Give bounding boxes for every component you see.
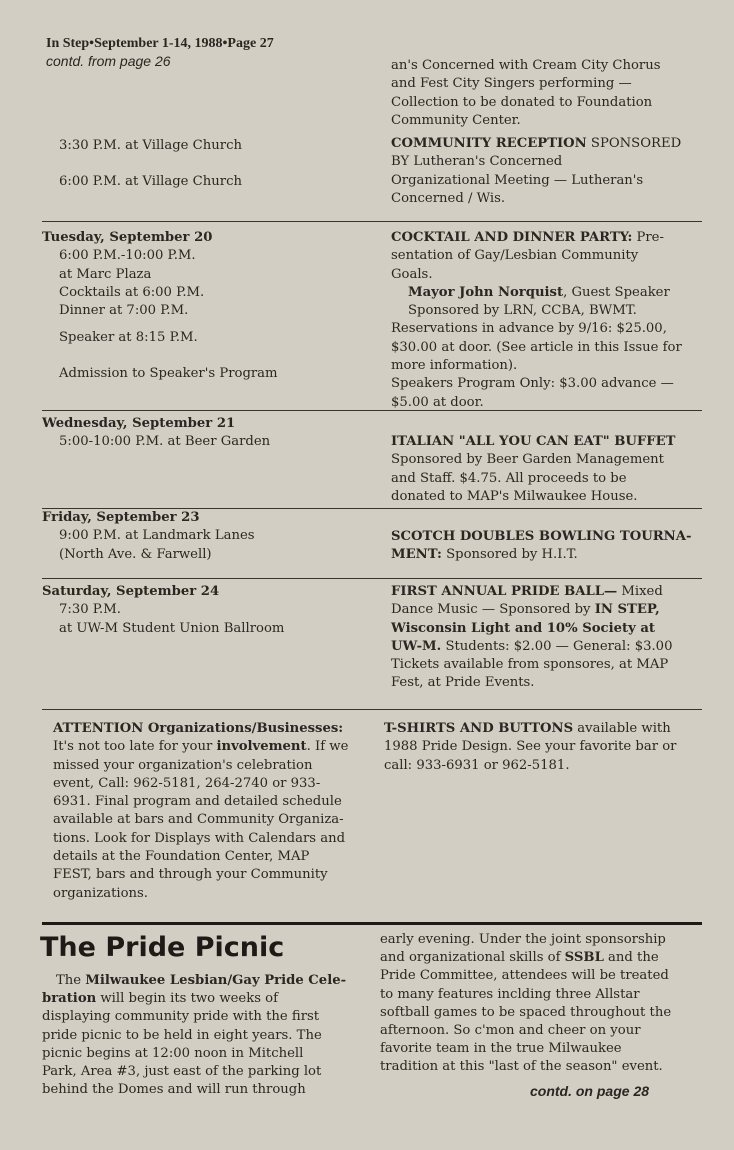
text-span: SPONSORED xyxy=(586,136,682,151)
sponsor-names: Wisconsin Light and 10% Society at xyxy=(391,620,655,636)
text-line: displaying community pride with the first xyxy=(42,1009,320,1025)
text-line: Collection to be donated to Foundation xyxy=(391,94,653,110)
text-line: sentation of Gay/Lesbian Community xyxy=(391,248,639,264)
block0-right xyxy=(391,57,703,130)
text-span: available with xyxy=(573,721,671,736)
text-line: call: 933-6931 or 962-5181. xyxy=(384,757,570,773)
event-title: ITALIAN "ALL YOU CAN EAT" BUFFET xyxy=(391,434,676,449)
text-line: favorite team in the true Milwaukee xyxy=(380,1041,622,1057)
event-title: COCKTAIL AND DINNER PARTY: xyxy=(391,230,633,245)
emphasis: Milwaukee Lesbian/Gay Pride Cele- xyxy=(85,973,347,988)
text-line: tradition at this "last of the season" event. xyxy=(380,1059,663,1075)
tuesday-left xyxy=(42,229,372,383)
tshirts-title: T-SHIRTS AND BUTTONS xyxy=(384,721,574,736)
time-line: 3:30 P.M. at Village Church xyxy=(59,138,242,153)
block1-right xyxy=(391,135,703,208)
text-line: and Fest City Singers performing — xyxy=(391,76,632,92)
text-line: 1988 Pride Design. See your favorite bar or xyxy=(384,739,677,755)
text-line: Park, Area #3, just east of the parking lot xyxy=(42,1064,322,1080)
text-span: will begin its two weeks of xyxy=(96,991,278,1007)
text-span: . If we xyxy=(306,739,349,755)
emphasis: bration xyxy=(42,991,97,1007)
day-heading: Friday, September 23 xyxy=(42,510,200,525)
sponsor-name: UW-M. xyxy=(391,638,442,654)
block1-left xyxy=(42,137,372,192)
time-line: at Marc Plaza xyxy=(59,266,152,282)
time-line: 7:30 P.M. xyxy=(59,602,121,618)
time-line: 6:00 P.M. at Village Church xyxy=(59,174,242,190)
text-line: available at bars and Community Organiza- xyxy=(53,812,344,828)
text-span: , Guest Speaker xyxy=(563,284,670,300)
article-column-right xyxy=(380,931,702,1077)
time-line: 6:00 P.M.-10:00 P.M. xyxy=(59,248,196,264)
tuesday-right xyxy=(391,229,703,412)
text-line: donated to MAP's Milwaukee House. xyxy=(391,488,638,504)
text-span: The xyxy=(56,973,86,988)
time-line: Cocktails at 6:00 P.M. xyxy=(59,284,205,300)
text-line: details at the Foundation Center, MAP xyxy=(53,849,310,865)
time-line: Admission to Speaker's Program xyxy=(59,365,278,381)
time-line: Dinner at 7:00 P.M. xyxy=(59,303,189,319)
tshirts-box xyxy=(384,720,700,775)
text-line: Speakers Program Only: $3.00 advance — xyxy=(391,376,674,392)
text-span: Sponsored by H.I.T. xyxy=(441,547,578,563)
text-line: 6931. Final program and detailed schedule xyxy=(53,794,342,810)
text-line: more information). xyxy=(391,358,518,374)
text-span: and organizational skills of xyxy=(380,950,565,966)
text-span: and the xyxy=(603,950,659,966)
text-line: FEST, bars and through your Community xyxy=(53,867,328,883)
place-line: (North Ave. & Farwell) xyxy=(59,546,212,562)
event-title: SCOTCH DOUBLES BOWLING TOURNA- xyxy=(391,529,692,544)
issue-line: In Step•September 1-14, 1988•Page 27 xyxy=(46,36,274,51)
page-header xyxy=(46,35,366,69)
text-span: Dance Music — Sponsored by xyxy=(391,602,595,618)
event-title: FIRST ANNUAL PRIDE BALL— xyxy=(391,584,618,599)
emphasis: involvement xyxy=(216,739,307,755)
text-line: to many features inclding three Allstar xyxy=(380,986,640,1002)
text-line: event, Call: 962-5181, 264-2740 or 933- xyxy=(53,775,321,791)
text-line: $5.00 at door. xyxy=(391,394,484,410)
text-line: organizations. xyxy=(53,885,148,901)
text-line: Reservations in advance by 9/16: $25.00, xyxy=(391,321,667,337)
time-line: Speaker at 8:15 P.M. xyxy=(59,330,198,346)
day-heading: Tuesday, September 20 xyxy=(42,230,213,245)
divider xyxy=(42,410,702,411)
time-line: 5:00-10:00 P.M. at Beer Garden xyxy=(59,434,271,450)
wednesday-left xyxy=(42,415,372,452)
attention-box xyxy=(53,720,361,903)
text-line: behind the Domes and will run through xyxy=(42,1082,306,1098)
wednesday-right xyxy=(391,433,703,506)
text-line: picnic begins at 12:00 noon in Mitchell xyxy=(42,1045,304,1061)
event-title: COMMUNITY RECEPTION xyxy=(391,136,587,151)
text-line: Pride Committee, attendees will be treated xyxy=(380,968,669,984)
text-span: Pre- xyxy=(632,230,664,245)
text-line: early evening. Under the joint sponsorship xyxy=(380,932,666,947)
text-line: BY Lutheran's Concerned xyxy=(391,154,563,170)
friday-right xyxy=(391,528,703,565)
text-span: Mixed xyxy=(617,584,663,599)
text-line: pride picnic to be held in eight years. The xyxy=(42,1027,322,1043)
text-line: Organizational Meeting — Lutheran's xyxy=(391,172,644,188)
attention-title: ATTENTION Organizations/Businesses: xyxy=(53,721,344,736)
event-title: MENT: xyxy=(391,547,442,563)
section-divider xyxy=(42,922,702,925)
text-span: Students: $2.00 — General: $3.00 xyxy=(441,638,673,654)
text-line: tions. Look for Displays with Calendars and xyxy=(53,830,346,846)
text-line: Sponsored by Beer Garden Management xyxy=(391,452,664,468)
saturday-right xyxy=(391,583,703,693)
text-line: missed your organization's celebration xyxy=(53,757,313,773)
text-line: Concerned / Wis. xyxy=(391,190,506,206)
continued-to: contd. on page 28 xyxy=(530,1083,650,1099)
time-line: 9:00 P.M. at Landmark Lanes xyxy=(59,528,255,544)
text-line: afternoon. So c'mon and cheer on your xyxy=(380,1023,641,1039)
friday-left xyxy=(42,509,372,564)
emphasis: SSBL xyxy=(564,950,604,966)
text-line: Goals. xyxy=(391,266,433,282)
saturday-left xyxy=(42,583,372,638)
divider xyxy=(42,709,702,710)
article-title: The Pride Picnic xyxy=(40,932,285,963)
article-column-left xyxy=(42,972,347,1099)
text-line: Community Center. xyxy=(391,112,521,128)
divider xyxy=(42,578,702,579)
continued-from: contd. from page 26 xyxy=(46,53,171,69)
text-line: and Staff. $4.75. All proceeds to be xyxy=(391,470,627,486)
text-line: softball games to be spaced throughout the xyxy=(380,1004,672,1020)
place-line: at UW-M Student Union Ballroom xyxy=(59,620,285,636)
text-line: an's Concerned with Cream City Chorus xyxy=(391,58,661,73)
sponsor-name: IN STEP, xyxy=(594,602,660,618)
day-heading: Saturday, September 24 xyxy=(42,584,220,599)
text-span: It's not too late for your xyxy=(53,739,217,755)
text-line: Sponsored by LRN, CCBA, BWMT. xyxy=(408,303,637,319)
divider xyxy=(42,221,702,222)
guest-name: Mayor John Norquist xyxy=(408,284,564,300)
text-line: Tickets available from sponsores, at MAP xyxy=(391,657,669,673)
text-line: Fest, at Pride Events. xyxy=(391,675,535,691)
text-line: $30.00 at door. (See article in this Issue for xyxy=(391,339,682,355)
day-heading: Wednesday, September 21 xyxy=(42,416,236,431)
